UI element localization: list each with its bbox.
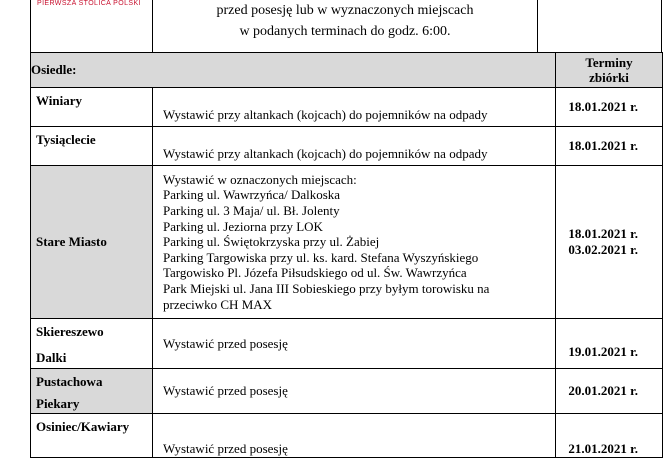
dates-header-line-1: Terminy (585, 55, 633, 70)
table-row (31, 369, 663, 414)
collection-date: 20.01.2021 r. (556, 369, 663, 414)
description-line: Wystawić przy altankach (kojcach) do pojemników na odpady (163, 146, 488, 162)
table-row (31, 414, 663, 458)
description-line: Wystawić przed posesję (163, 383, 288, 399)
description-line: Parking ul. Świętokrzyska przy ul. Żabiej (163, 234, 380, 250)
estate-name: Pustachowa (36, 374, 103, 389)
estate-name-secondary: Dalki (36, 350, 67, 365)
notice-line-1: przed posesję lub w wyznaczonych miejscach (216, 3, 474, 18)
description-line: Parking Targowiska przy ul. ks. kard. Stefana Wyszyńskiego (163, 249, 479, 265)
estate-column-header: Osiedle: (31, 53, 556, 88)
description-line: Parking ul. Jeziorna przy LOK (163, 218, 323, 234)
table-row (31, 166, 663, 319)
notice-line-2: w podanych terminach do godz. 6:00. (239, 24, 451, 39)
collection-date: 19.01.2021 r. (556, 319, 663, 369)
collection-dates (556, 166, 663, 319)
estate-name-secondary: Piekary (36, 396, 80, 411)
estate-cell (31, 369, 153, 414)
description-line: Wystawić przed posesję (163, 441, 288, 457)
collection-date: 18.01.2021 r. (556, 127, 663, 166)
table-header-row (31, 53, 663, 88)
estate-name: Skiereszewo (36, 324, 104, 339)
row-description (153, 414, 556, 458)
description-line: Wystawić przed posesję (163, 335, 288, 351)
row-description (153, 369, 556, 414)
dates-header-line-2: zbiórki (589, 70, 629, 85)
header-strip (30, 0, 662, 52)
dates-column-header (556, 53, 663, 88)
estate-name: Tysiąclecie (31, 127, 153, 166)
collection-date: 03.02.2021 r. (568, 242, 638, 257)
description-line: Park Miejski ul. Jana III Sobieskiego przy byłym torowisku na (163, 280, 490, 296)
description-line: Parking ul. Wawrzyńca/ Dalkoska (163, 187, 341, 203)
description-line: Parking ul. 3 Maja/ ul. Bł. Jolenty (163, 203, 340, 219)
estate-name: Stare Miasto (31, 166, 153, 319)
collection-date: 18.01.2021 r. (556, 88, 663, 127)
row-description (153, 319, 556, 369)
collection-date: 18.01.2021 r. (568, 226, 638, 241)
estate-cell (31, 319, 153, 369)
description-line: Wystawić przy altankach (kojcach) do pojemników na odpady (163, 107, 488, 123)
logo-cell (31, 0, 153, 52)
row-description (153, 88, 556, 127)
row-description (153, 166, 556, 319)
table-row (31, 88, 663, 127)
table-row (31, 127, 663, 166)
collection-schedule-table (30, 52, 663, 458)
row-description (153, 127, 556, 166)
description-line: Targowisko Pl. Józefa Piłsudskiego od ul. Św. Wawrzyńca (163, 265, 467, 281)
table-row (31, 319, 663, 369)
collection-date: 21.01.2021 r. (556, 414, 663, 458)
description-line: przeciwko CH MAX (163, 296, 273, 312)
logo-caption: PIERWSZA STOLICA POLSKI (37, 0, 141, 7)
right-header-cell (538, 0, 663, 52)
description-line: Wystawić w oznaczonych miejscach: (163, 171, 357, 187)
notice-text (153, 0, 538, 52)
estate-name: Osiniec/Kawiary (31, 414, 153, 458)
estate-name: Winiary (31, 88, 153, 127)
